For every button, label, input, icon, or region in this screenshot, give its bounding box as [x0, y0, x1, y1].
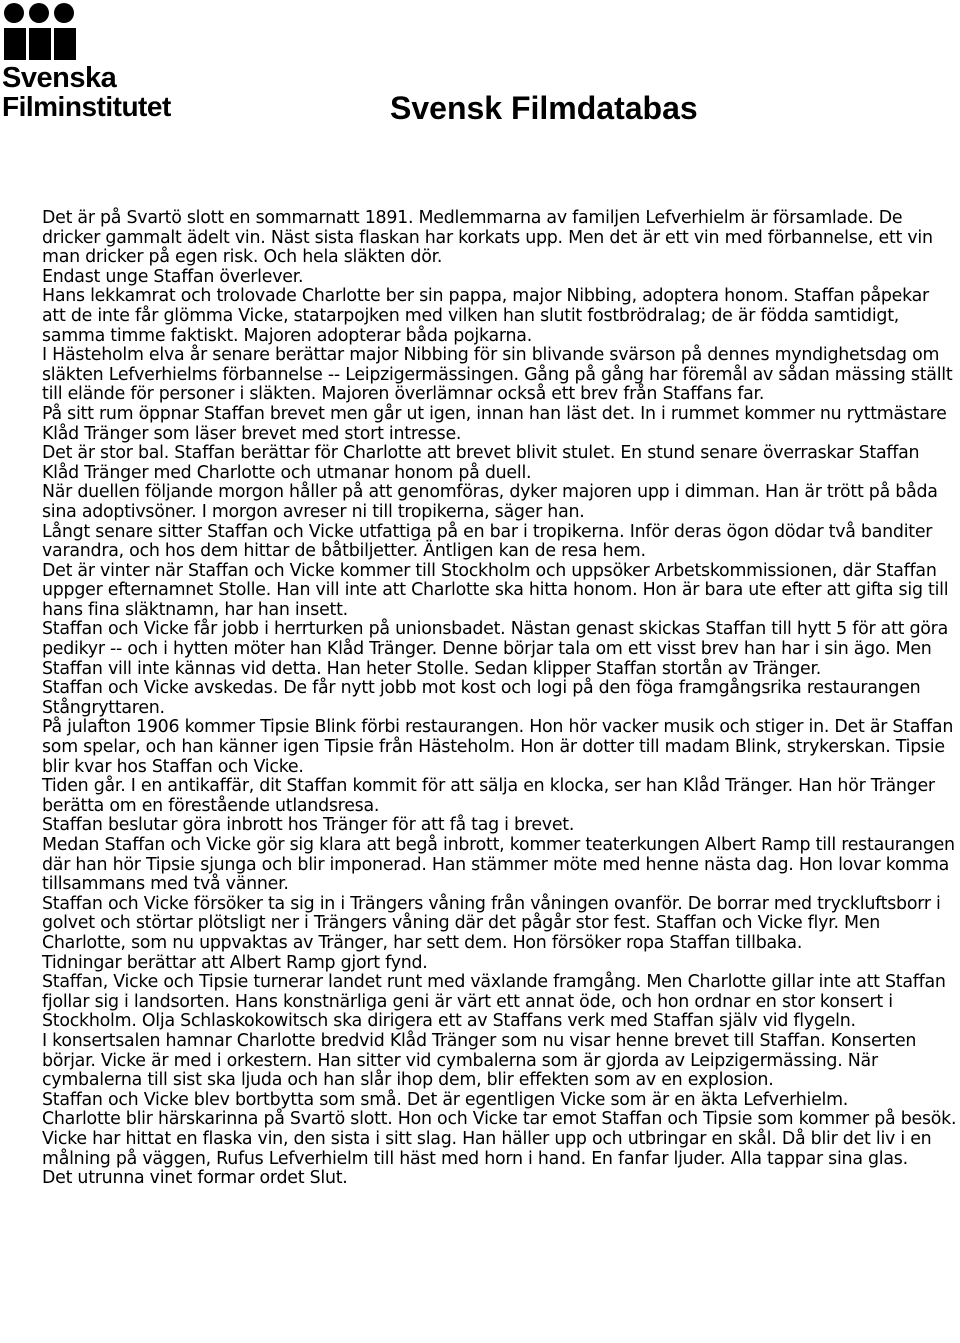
synopsis-paragraph: Endast unge Staffan överlever.: [42, 266, 304, 287]
synopsis-paragraph: När duellen följande morgon håller på att genomföras, dyker majoren upp i dimman. Han är trött på båda sina adoptivsöner. I morgon avreser ni till tropikerna, säger han.: [42, 482, 938, 522]
synopsis-paragraph: Det är stor bal. Staffan berättar för Charlotte att brevet blivit stulet. En stund senare överraskar Staffan Klåd Tränger med Charlotte och utmanar honom på duell.: [42, 443, 920, 483]
synopsis-paragraph: Det är på Svartö slott en sommarnatt 1891. Medlemmarna av familjen Lefverhielm är församlade. De dricker gammalt ädelt vin. Näst sista flaskan har korkats upp. Men det är ett vin med förbannelse, ett vin man dricker på egen risk. Och hela släkten dör.: [42, 208, 933, 268]
page-title: Svensk Filmdatabas: [390, 90, 698, 126]
synopsis-paragraph: Medan Staffan och Vicke gör sig klara att begå inbrott, kommer teaterkungen Albert Ramp till restaurangen där han hör Tipsie sjunga och blir imponerad. Han stämmer möte med henne nästa dag. Hon lovar komma tillsammans med två vänner.: [42, 835, 955, 895]
synopsis-paragraph: Charlotte blir härskarinna på Svartö slott. Hon och Vicke tar emot Staffan och Tipsie som kommer på besök. Vicke har hittat en flaska vin, den sista i sitt slag. Han häller upp och utbringar en skål. Då blir det liv i en målning på väggen, Rufus Lefverhielm till häst med horn i hand. En fanfar ljuder. Alla tappar sina glas.: [42, 1109, 957, 1169]
logo-block-icon: [4, 28, 26, 60]
logo-dot-icon: [4, 3, 24, 23]
synopsis-paragraph: Tidningar berättar att Albert Ramp gjort fynd.: [42, 952, 428, 973]
synopsis-paragraph: Tiden går. I en antikaffär, dit Staffan kommit för att sälja en klocka, ser han Klåd Tränger. Han hör Tränger berätta om en förestående utlandsresa.: [42, 776, 935, 816]
logo-blocks-icon: [4, 28, 84, 62]
synopsis-paragraph: Det utrunna vinet formar ordet Slut.: [42, 1168, 348, 1189]
synopsis-paragraph: Staffan och Vicke försöker ta sig in i Trängers våning från våningen ovanför. De borrar med tryckluftsborr i golvet och störtar plötsligt ner i Trängers våning där det pågår stor fest. Staffan och Vicke flyr. Men Charlotte, som nu uppvaktas av Tränger, har sett dem. Hon försöker ropa Staffan tillbaka.: [42, 893, 941, 953]
logo-dot-icon: [29, 3, 49, 23]
logo-block-icon: [29, 28, 51, 60]
synopsis-paragraph: Hans lekkamrat och trolovade Charlotte ber sin pappa, major Nibbing, adoptera honom. Staffan påpekar att de inte får glömma Vicke, statarpojken med vilken han slutit fostbrödralag; de är födda samtidigt, samma timme faktiskt. Majoren adopterar båda pojkarna.: [42, 286, 929, 346]
synopsis-paragraph: Staffan och Vicke avskedas. De får nytt jobb mot kost och logi på den föga framgångsrika restaurangen Stångryttaren.: [42, 678, 921, 718]
logo-dot-icon: [54, 3, 74, 23]
synopsis-paragraph: I konsertsalen hamnar Charlotte bredvid Klåd Tränger som nu visar henne brevet till Staffan. Konserten börjar. Vicke är med i orkestern. Han sitter vid cymbalerna som är gjorda av Leipzigermässing. När cymbalerna till sist ska ljuda och han slår ihop dem, blir effekten som av en explosion.: [42, 1030, 917, 1091]
synopsis-paragraph: Långt senare sitter Staffan och Vicke utfattiga på en bar i tropikerna. Inför deras ögon dödar två banditer varandra, och hos dem hittar de båtbiljetter. Äntligen kan de resa hem.: [42, 521, 933, 562]
logo-dots-icon: [4, 3, 84, 25]
logo-text-svenska: Svenska: [2, 62, 117, 94]
film-synopsis: [42, 209, 957, 1189]
logo-text-filminstitutet: Filminstitutet: [2, 91, 171, 122]
synopsis-paragraph: Det är vinter när Staffan och Vicke kommer till Stockholm och uppsöker Arbetskommissionen, där Staffan uppger efternamnet Stolle. Han vill inte att Charlotte ska hitta honom. Hon är bara ute efter att gifta sig till hans fina släktnamn, har han insett.: [42, 560, 949, 620]
synopsis-paragraph: På sitt rum öppnar Staffan brevet men går ut igen, innan han läst det. In i rummet kommer nu ryttmästare Klåd Tränger som läser brevet med stort intresse.: [42, 403, 947, 444]
synopsis-paragraph: Staffan och Vicke får jobb i herrturken på unionsbadet. Nästan genast skickas Staffan till hytt 5 för att göra pedikyr -- och i hytten möter han Klåd Tränger. Denne börjar tala om ett visst brev han har i sin ägo. Men Staffan vill inte kännas vid detta. Han heter Stolle. Sedan klipper Staffan stortån av Tränger.: [42, 619, 948, 679]
logo-block-icon: [54, 28, 76, 60]
synopsis-paragraph: Staffan beslutar göra inbrott hos Tränger för att få tag i brevet.: [42, 815, 575, 836]
synopsis-paragraph: Staffan och Vicke blev bortbytta som små. Det är egentligen Vicke som är en äkta Lefverhielm.: [42, 1089, 849, 1110]
synopsis-paragraph: Staffan, Vicke och Tipsie turnerar landet runt med växlande framgång. Men Charlotte gillar inte att Staffan fjollar sig i landsorten. Hans konstnärliga geni är värt ett annat öde, och hon ordnar en stor konsert i Stockholm. Olja Schlaskokowitsch ska dirigera ett av Staffans verk med Staffan själv vid flygeln.: [42, 972, 946, 1032]
synopsis-paragraph: I Hästeholm elva år senare berättar major Nibbing för sin blivande svärson på dennes myndighetsdag om släkten Lefverhielms förbannelse -- Leipzigermässingen. Gång på gång har föremål av sådan mässing ställt till elände för personer i släkten. Majoren överlämnar också ett brev från Staffans far.: [42, 345, 953, 405]
svenska-filminstitutet-logo: [0, 0, 200, 130]
synopsis-paragraph: På julafton 1906 kommer Tipsie Blink förbi restaurangen. Hon hör vacker musik och stiger in. Det är Staffan som spelar, och han känner igen Tipsie från Hästeholm. Hon är dotter till madam Blink, strykerskan. Tipsie blir kvar hos Staffan och Vicke.: [42, 717, 954, 777]
